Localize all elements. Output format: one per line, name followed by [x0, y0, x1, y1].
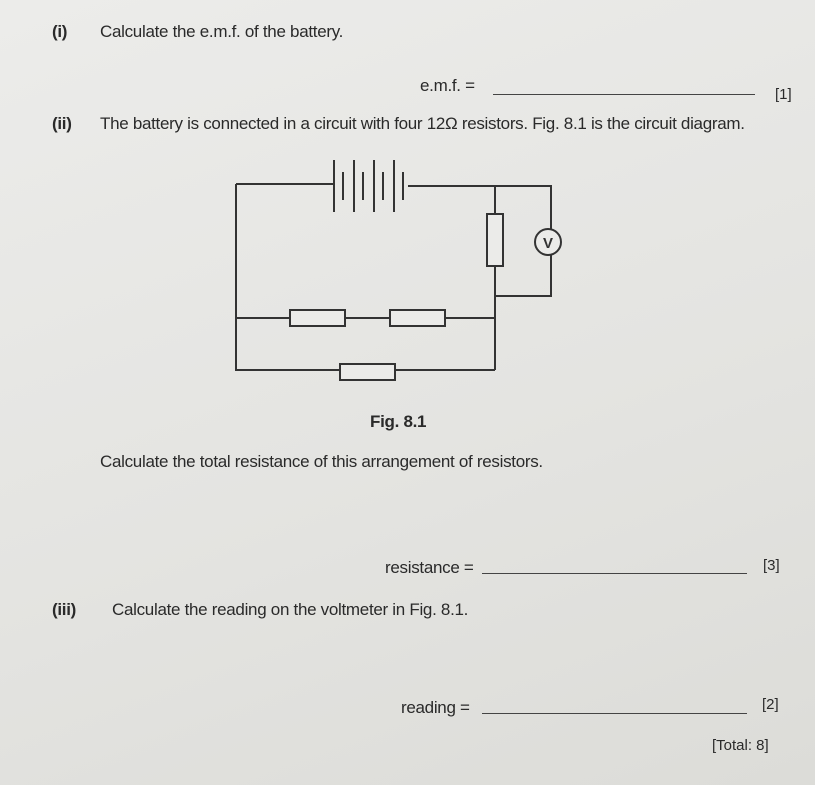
- battery: [334, 160, 403, 212]
- figure-caption: Fig. 8.1: [370, 412, 427, 431]
- part-i-marks: [1]: [775, 86, 792, 103]
- part-i-question: Calculate the e.m.f. of the battery.: [100, 22, 344, 41]
- resistor-bottom: [340, 364, 395, 380]
- wire-left: [236, 184, 495, 370]
- part-ii-marks: [3]: [763, 557, 780, 574]
- part-iii-number: (iii): [52, 600, 76, 619]
- part-ii-number: (ii): [52, 114, 72, 133]
- part-ii-intro: The battery is connected in a circuit with four 12Ω resistors. Fig. 8.1 is the circuit diagram.: [100, 114, 745, 133]
- wire-top-right: [408, 186, 554, 296]
- resistance-answer-line[interactable]: [482, 573, 747, 574]
- resistor-middle-left: [290, 310, 345, 326]
- part-ii-question: Calculate the total resistance of this arrangement of resistors.: [100, 452, 543, 471]
- reading-answer-label: reading =: [401, 698, 470, 717]
- voltmeter-symbol: V: [542, 235, 554, 252]
- emf-answer-label: e.m.f. =: [420, 76, 475, 95]
- resistor-middle-right: [390, 310, 445, 326]
- total-marks: [Total: 8]: [712, 737, 769, 754]
- part-i-number: (i): [52, 22, 68, 41]
- part-iii-question: Calculate the reading on the voltmeter in Fig. 8.1.: [112, 600, 469, 619]
- part-iii-marks: [2]: [762, 696, 779, 713]
- resistance-answer-label: resistance =: [385, 558, 474, 577]
- resistor-vertical: [487, 214, 503, 266]
- reading-answer-line[interactable]: [482, 713, 747, 714]
